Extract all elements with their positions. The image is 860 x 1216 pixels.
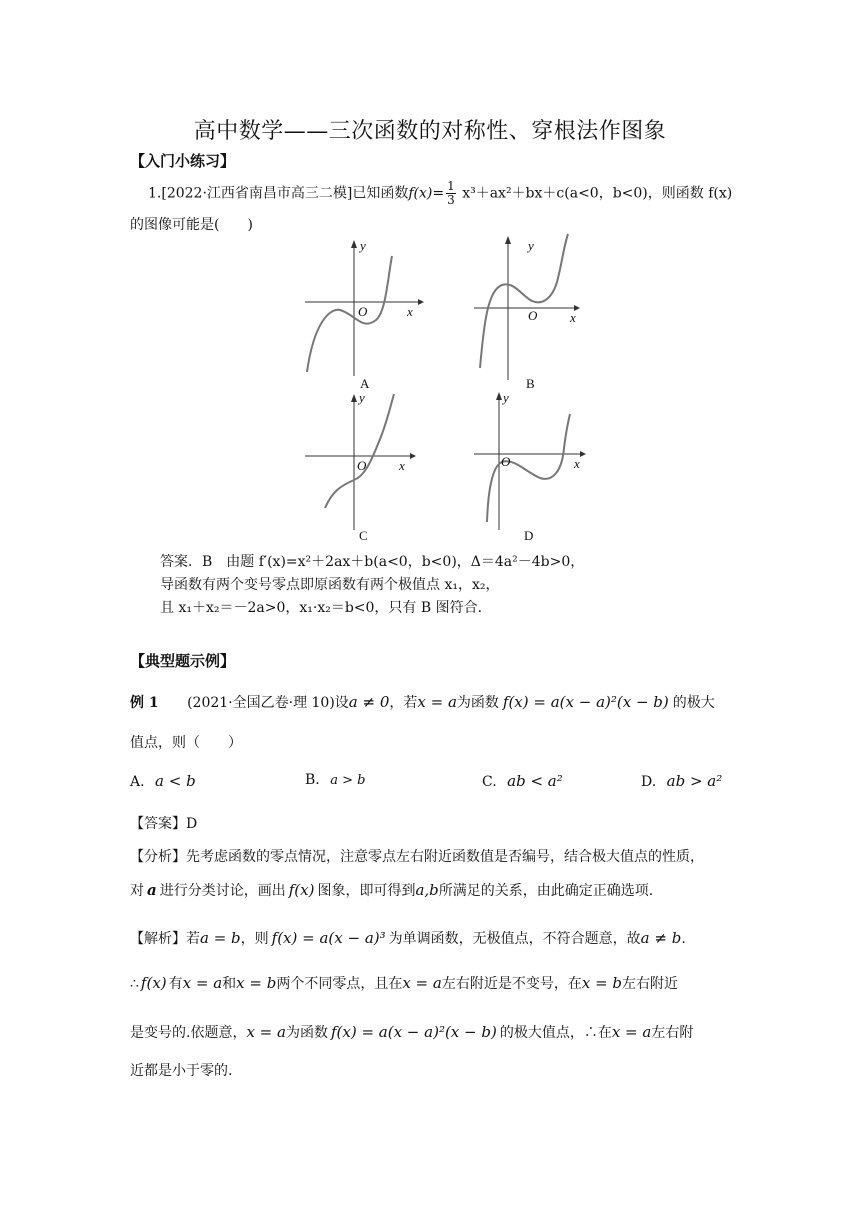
section-heading-practice: 【入门小练习】 [130, 152, 236, 170]
option-expr: ab < a² [507, 772, 563, 790]
text: 的极大值点，∴在 [499, 1025, 612, 1041]
text: 和 [222, 976, 237, 992]
question-1-suffix: x³＋ax²＋bx＋c(a<0，b<0)，则函数 f(x) [457, 185, 733, 202]
answer-1-line-1: 答案．B 由题 f′(x)=x²＋2ax＋b(a<0，b<0)，Δ＝4a²－4b>0， [160, 554, 585, 570]
x-equals-a: x = a [246, 1023, 286, 1041]
origin-label: O [528, 308, 538, 323]
x-axis-arrow [410, 453, 416, 459]
x-equals-a: x = a [182, 974, 223, 992]
graph-a-label: A [360, 376, 370, 391]
option-b [305, 772, 365, 788]
text: 左右附近 [622, 976, 679, 992]
function-expr: f(x) = a(x − a)²(x − b) [502, 693, 669, 711]
text: 进行分类讨论，画出 [159, 883, 286, 899]
option-a [130, 772, 196, 790]
x-axis-arrow [418, 299, 424, 305]
fraction-denominator: 3 [447, 193, 455, 207]
option-expr: ab > a² [666, 772, 723, 790]
x-label: x [407, 304, 413, 319]
graph-a [300, 236, 430, 396]
f-of-x: f(x) [140, 974, 167, 992]
curve [480, 234, 568, 368]
graph-d [470, 386, 600, 548]
x-label: x [570, 310, 576, 325]
y-axis-arrow [496, 392, 502, 400]
question-1-func: f(x)= [408, 185, 445, 202]
y-axis-arrow [351, 394, 357, 402]
therefore-symbol: ∴ [130, 976, 139, 992]
graph-d-svg [470, 386, 600, 548]
y-label: y [360, 238, 366, 253]
text: 的极大 [672, 695, 715, 711]
solution-line-1 [130, 928, 686, 948]
option-expr: a > b [330, 773, 366, 788]
curve [307, 256, 392, 372]
x-equals-b: x = b [581, 974, 623, 992]
solution-line-4: 近都是小于零的. [130, 1063, 233, 1079]
option-key: C. [482, 774, 497, 790]
text: 左右附 [651, 1025, 694, 1041]
f-cubic: f(x) = a(x − a)³ [271, 929, 386, 947]
answer-1-line-3: 且 x₁＋x₂＝－2a>0，x₁·x₂＝b<0，只有 B 图符合． [160, 600, 492, 616]
example-label: 例 1 [130, 695, 159, 711]
origin-label: O [501, 454, 511, 469]
text: 所满足的关系，由此确定正确选项. [438, 883, 654, 899]
y-axis-arrow [505, 236, 511, 244]
y-label: y [528, 238, 534, 253]
x-equals-b: x = b [236, 974, 277, 992]
graph-c-label: C [359, 528, 368, 543]
var-ab: a,b [415, 881, 439, 899]
a-equals-b: a = b [200, 929, 241, 947]
text: 对 [130, 883, 144, 899]
x-equals-a: x = a [611, 1023, 652, 1041]
fraction [446, 180, 456, 207]
text: 左右附近是不变号，在 [441, 976, 582, 992]
answer-tag: 【答案】D [130, 816, 198, 832]
origin-label: O [357, 458, 367, 473]
example-1-line-1 [130, 692, 715, 712]
text: 为函数 [456, 695, 499, 711]
graph-b-label: B [526, 376, 535, 391]
example-1-line-2: 值点，则（ ） [130, 735, 242, 751]
option-key: D. [641, 774, 657, 790]
question-1-line-1 [148, 180, 732, 207]
x-label: x [574, 456, 580, 471]
x-axis-arrow [580, 451, 586, 457]
option-d [641, 772, 722, 790]
text: 为函数 [285, 1025, 328, 1041]
graph-d-label: D [524, 528, 534, 543]
text: 是变号的.依题意， [130, 1025, 247, 1041]
curve [325, 394, 394, 508]
option-key: A. [130, 774, 145, 790]
function-expr: f(x) = a(x − a)²(x − b) [330, 1023, 497, 1041]
option-key: B. [305, 772, 320, 788]
text: 【解析】若 [130, 931, 200, 947]
example-source: (2021·全国乙卷·理 10)设 [187, 695, 349, 711]
graph-c [300, 386, 430, 548]
condition: a ≠ 0 [348, 693, 390, 711]
text: 两个不同零点，且在 [276, 976, 403, 992]
answer-1-line-2: 导函数有两个变号零点即原函数有两个极值点 x₁，x₂， [160, 577, 500, 593]
text: ，若 [389, 695, 418, 711]
var-a: a [147, 881, 157, 899]
origin-label: O [358, 304, 368, 319]
page-title: 高中数学——三次函数的对称性、穿根法作图象 [193, 119, 667, 144]
solution-line-3 [130, 1022, 693, 1042]
text: 有 [168, 976, 183, 992]
section-heading-examples: 【典型题示例】 [130, 652, 236, 670]
fraction-numerator: 1 [447, 179, 455, 193]
analysis-line-2 [130, 880, 653, 900]
text: . [681, 931, 686, 947]
question-1-line-2: 的图像可能是( ) [130, 217, 253, 233]
y-axis-arrow [351, 240, 357, 248]
y-label: y [359, 390, 365, 405]
question-1-prefix: 1.[2022·江西省南昌市高三二模]已知函数 [148, 185, 409, 202]
f-of-x: f(x) [288, 881, 315, 899]
text: 为单调函数，无极值点，不符合题意，故 [388, 931, 641, 947]
graph-b [470, 230, 590, 396]
analysis-line-1: 【分析】先考虑函数的零点情况，注意零点左右附近函数值是否编号，结合极大值点的性质， [130, 849, 704, 865]
x-equals-a: x = a [417, 693, 457, 711]
x-equals-a: x = a [402, 974, 442, 992]
text: 图象，即可得到 [317, 883, 416, 899]
y-label: y [503, 390, 509, 405]
option-c [482, 772, 563, 790]
x-label: x [399, 458, 405, 473]
option-expr: a < b [155, 772, 196, 790]
a-not-b: a ≠ b [640, 929, 682, 947]
solution-line-2 [130, 973, 678, 993]
text: ，则 [240, 931, 269, 947]
